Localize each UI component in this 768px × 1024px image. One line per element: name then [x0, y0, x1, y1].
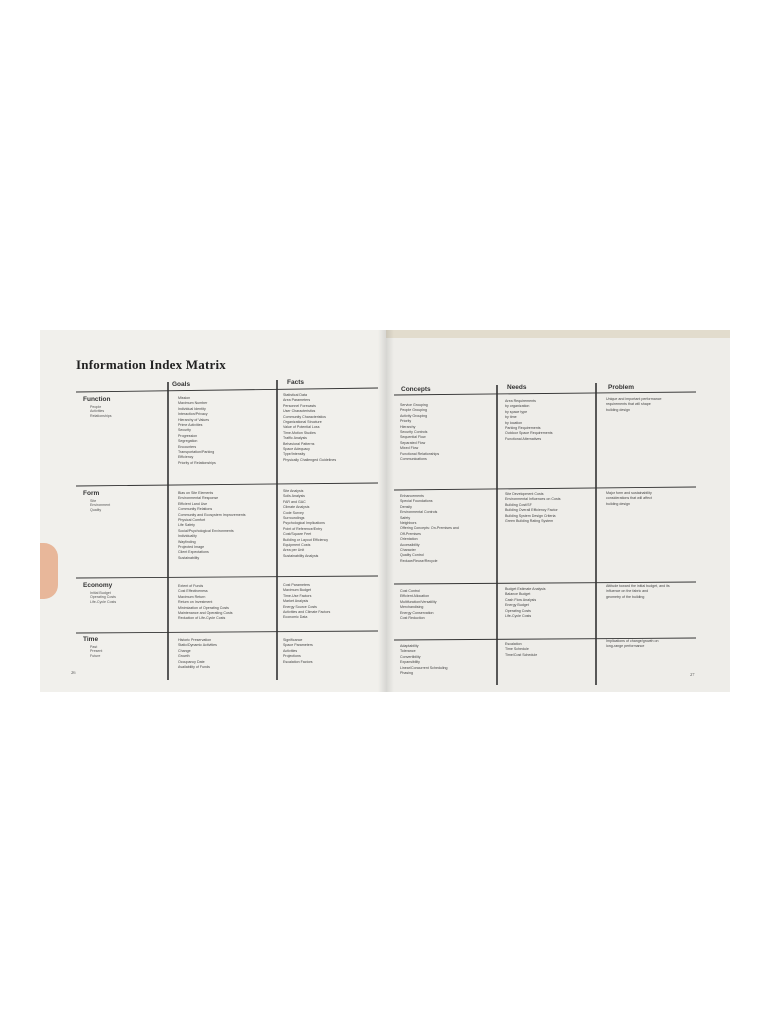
book-spread [40, 330, 730, 692]
cell-economy-needs: Budget Estimate Analysis Balance Budget Cash Flow Analysis Energy Budget Operating Costs Life-Cycle Costs [505, 587, 546, 619]
row-header-time: Time [83, 636, 99, 643]
cell-form-problem: Major form and sustainability considerations that will affect building design [606, 491, 652, 506]
cell-time-concepts: Adaptability Tolerance Convertibility Expansibility Linear/Concurrent Scheduling Phasing [400, 644, 448, 676]
row-subtopics-function: People Activities Relationships [90, 405, 112, 418]
cell-form-goals: Bias on Site Elements Environmental Response Efficient Land Use Community Relations Community and Ecosystem Improvements Physical Comfort Life Safety Social/Psychological Environments Individuality Wayfinding Projected Image Client Expectations Sustainability [178, 491, 246, 560]
page-number-left: 26 [71, 670, 76, 675]
cell-economy-facts: Cost Parameters Maximum Budget Time-Use Factors Market Analysis Energy Source Costs Activities and Climate Factors Economic Data [283, 583, 331, 620]
column-header-concepts: Concepts [401, 386, 431, 393]
cell-time-needs: Escalation Time Schedule Time/Cost Schedule [505, 642, 538, 657]
column-header-facts: Facts [287, 379, 304, 386]
cell-function-needs: Area Requirements by organization by space type by time by location Parking Requirements Outdoor Space Requirements Functional Alternatives [505, 399, 553, 441]
row-subtopics-time: Past Present Future [90, 645, 103, 658]
page-title: Information Index Matrix [76, 357, 226, 372]
column-header-goals: Goals [172, 381, 191, 388]
row-subtopics-form: Site Environment Quality [90, 499, 111, 512]
cell-form-facts: Site Analysis Soils Analysis FAR and GAC Climate Analysis Code Survey Surroundings Psychological Implications Point of Reference/Entry Cost/Square Feet Building or Layout Efficiency Equipment Costs Area per Unit Sustainability Analysis [283, 489, 329, 558]
row-header-economy: Economy [83, 582, 113, 589]
row-header-form: Form [83, 490, 100, 497]
cell-economy-problem: Attitude toward the initial budget, and its influence on the fabric and geometry of the building [606, 584, 670, 599]
cell-form-needs: Site Development Costs Environmental Influences on Costs Building Cost/SF Building Overall Efficiency Factor Building System Design Criteria Green Building Rating System [505, 492, 561, 524]
cell-time-problem: Implications of change/growth on long-range performance [606, 639, 659, 649]
cell-function-facts: Statistical Data Area Parameters Personnel Forecasts User Characteristics Community Characteristics Organizational Structure Value of Potential Loss Time-Motion Studies Traffic Analysis Behavioral Patterns Space Adequacy Type/Intensity Physically Challenged Guidelines [283, 393, 337, 462]
page-number-right: 27 [690, 672, 695, 677]
column-header-problem: Problem [608, 384, 635, 391]
cell-function-problem: Unique and important performance requirements that will shape building design [606, 397, 662, 412]
thumb-holding-book [40, 543, 58, 599]
cell-time-goals: Historic Preservation Static/Dynamic Activities Change Growth Occupancy Date Availability of Funds [178, 638, 217, 670]
cell-function-goals: Mission Maximum Number Individual Identity Interaction/Privacy Hierarchy of Values Prime Activities Security Progression Segregation Encounters Transportation/Parking Efficiency Priority of Relationships [178, 396, 216, 465]
row-header-function: Function [83, 396, 111, 403]
column-header-needs: Needs [507, 384, 527, 391]
cell-economy-goals: Extent of Funds Cost Effectiveness Maximum Return Return on Investment Minimization of Operating Costs Maintenance and Operating Costs Reduction of Life-Cycle Costs [178, 584, 233, 621]
row-subtopics-economy: Initial Budget Operating Costs Life-Cycle Costs [90, 591, 117, 604]
cell-function-concepts: Service Grouping People Grouping Activity Grouping Priority Hierarchy Security Controls Sequential Flow Separated Flow Mixed Flow Functional Relationships Communications [400, 403, 440, 462]
cell-time-facts: Significance Space Parameters Activities Projections Escalation Factors [283, 638, 313, 664]
cell-form-concepts: Enhancements Special Foundations Density Environmental Controls Safety Neighbors Offering Concepts: On-Premises and Off-Premises Orientation Accessibility Character Quality Control Reduce/Reuse/Recycle [400, 494, 459, 563]
cell-economy-concepts: Cost Control Efficient Allocation Multifunction/Versatility Merchandising Energy Conservation Cost Reduction [400, 589, 437, 621]
